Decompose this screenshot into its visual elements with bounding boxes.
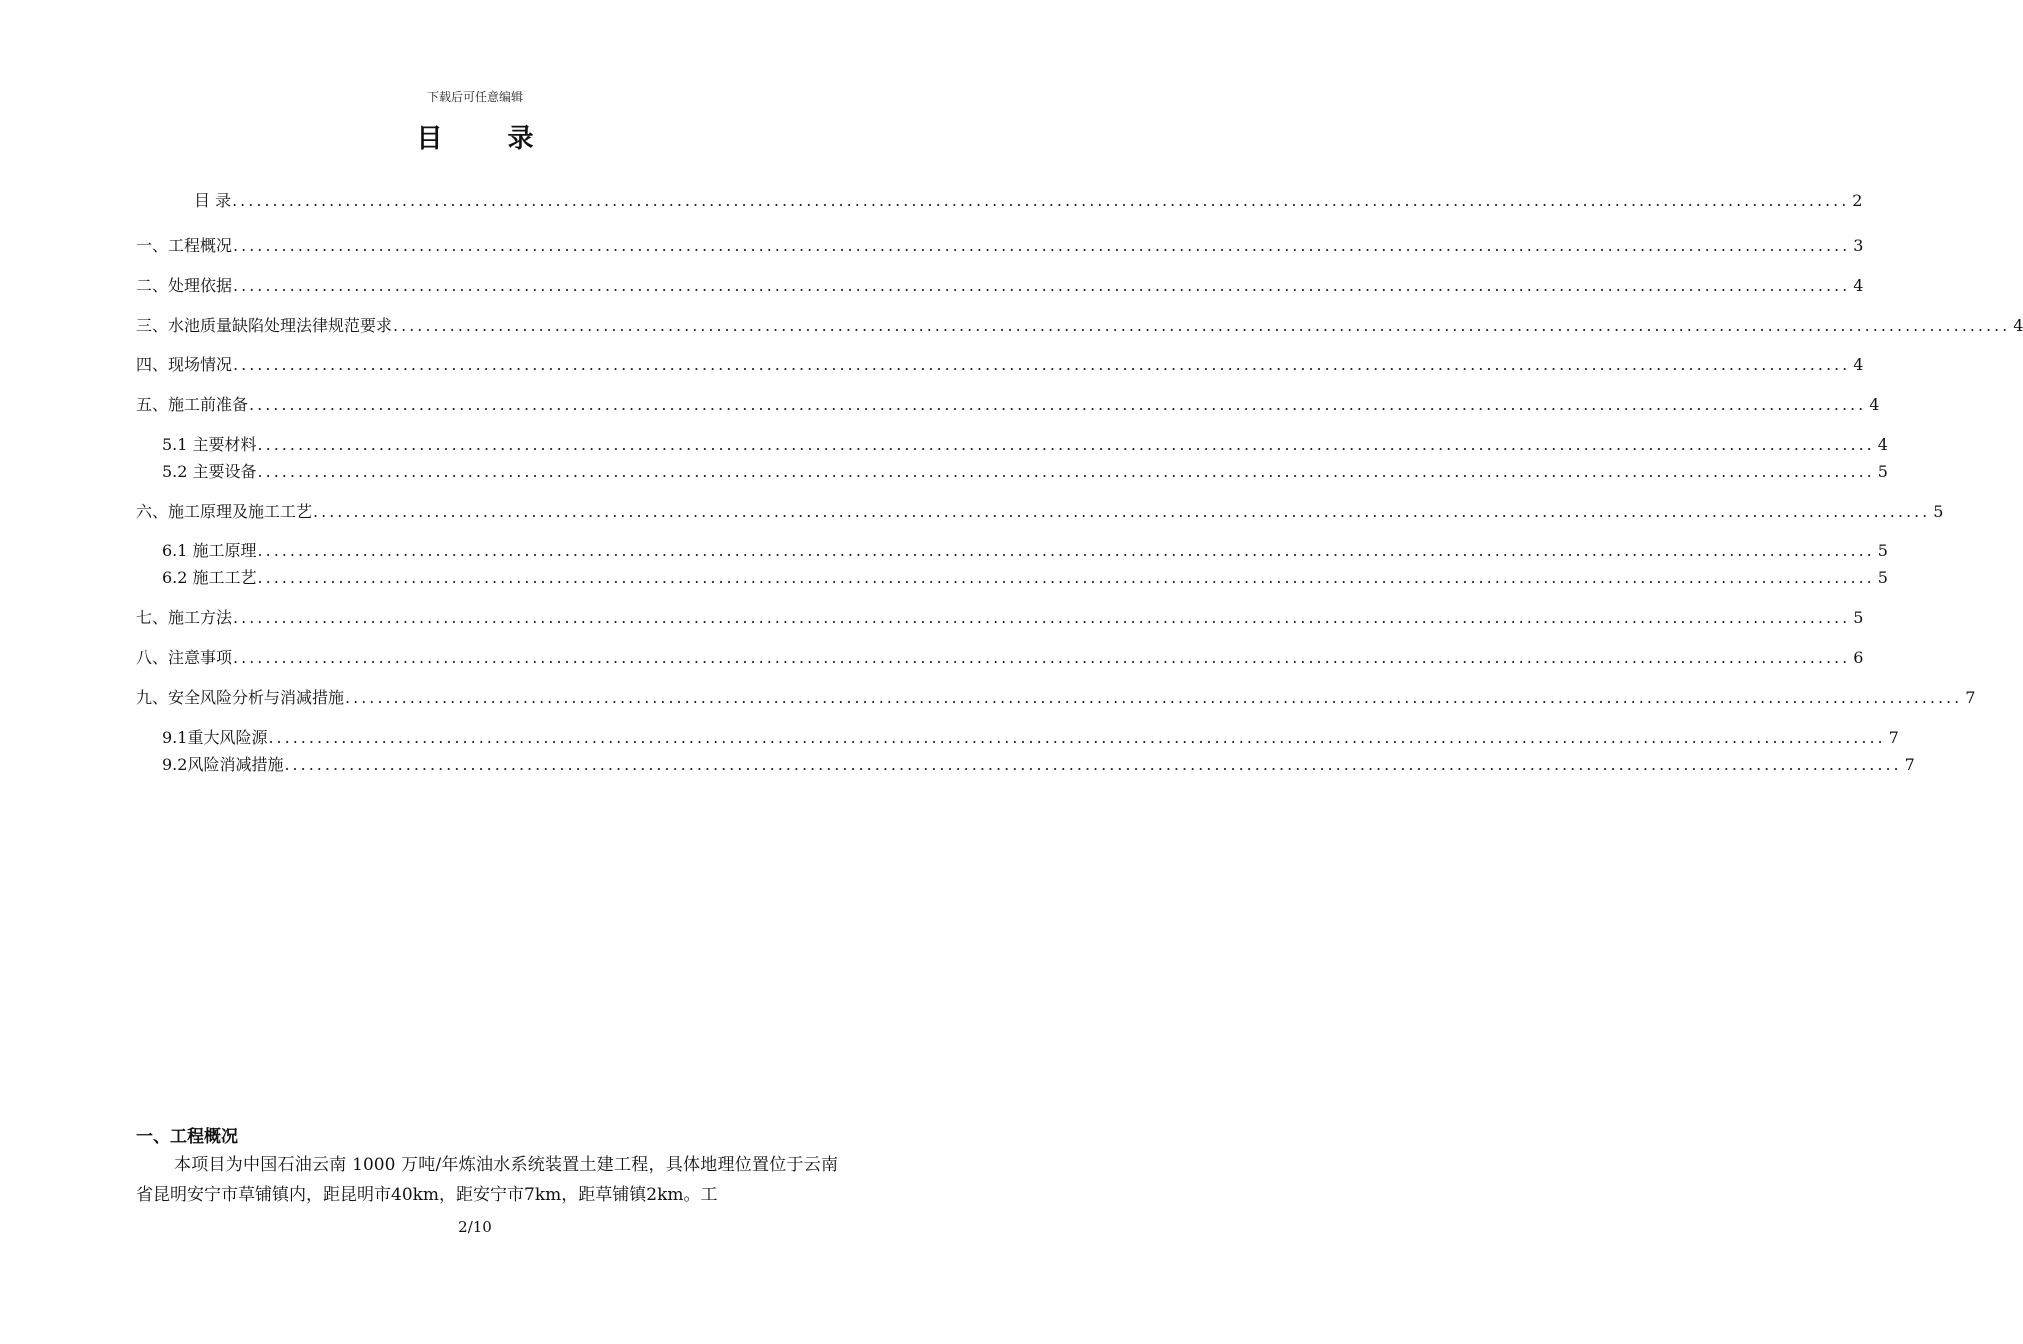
toc-entry-label: 5.2 主要设备 [162, 462, 257, 481]
toc-entry-label: 七、施工方法 [136, 608, 233, 627]
toc-entry-label: 目 录 [194, 191, 232, 210]
toc-leader-dots: ........................................................................................................................................................................................................ [284, 755, 1902, 774]
toc-entry-page: 4 [2013, 316, 2023, 335]
toc-entry-label: 三、水池质量缺陷处理法律规范要求 [136, 316, 393, 335]
toc-leader-dots: ........................................................................................................................................................................................................ [257, 435, 1875, 454]
toc-entry-4[interactable] [136, 355, 1864, 375]
toc-entry-label: 5.1 主要材料 [162, 435, 257, 454]
toc-entry-6-1[interactable] [162, 541, 1888, 561]
toc-entry-contents[interactable] [194, 191, 1863, 211]
toc-entry-page: 7 [1888, 728, 1899, 747]
toc-entry-page: 6 [1853, 648, 1864, 667]
toc-entry-5-1[interactable] [162, 435, 1888, 455]
toc-entry-1[interactable] [136, 236, 1864, 256]
toc-leader-dots: ........................................................................................................................................................................................................ [233, 276, 1851, 295]
toc-leader-dots: ........................................................................................................................................................................................................ [257, 462, 1875, 481]
toc-leader-dots: ........................................................................................................................................................................................................ [345, 688, 1963, 707]
toc-entry-label: 九、安全风险分析与消减措施 [136, 688, 345, 707]
body-paragraph: 本项目为中国石油云南 1000 万吨/年炼油水系统装置土建工程，具体地理位置位于云南省昆明安宁市草铺镇内，距昆明市40km，距安宁市7km，距草铺镇2km。工 [136, 1155, 838, 1205]
toc-entry-page: 7 [1904, 755, 1915, 774]
toc-entry-label: 二、处理依据 [136, 276, 233, 295]
toc-entry-label: 6.2 施工工艺 [162, 568, 257, 587]
toc-leader-dots: ........................................................................................................................................................................................................ [268, 728, 1886, 747]
toc-entry-7[interactable] [136, 608, 1864, 628]
page-header: 下载后可任意编辑 [426, 90, 523, 104]
toc-leader-dots: ........................................................................................................................................................................................................ [233, 355, 1851, 374]
toc-entry-label: 9.1重大风险源 [162, 728, 268, 747]
toc-entry-page: 4 [1877, 435, 1888, 454]
toc-entry-5-2[interactable] [162, 462, 1888, 482]
toc-leader-dots: ........................................................................................................................................................................................................ [233, 648, 1851, 667]
toc-entry-page: 4 [1869, 395, 1880, 414]
toc-leader-dots: ........................................................................................................................................................................................................ [233, 608, 1851, 627]
toc-entry-label: 五、施工前准备 [136, 395, 249, 414]
section-heading: 一、工程概况 [136, 1127, 238, 1147]
toc-entry-label: 6.1 施工原理 [162, 541, 257, 560]
toc-entry-3[interactable] [136, 316, 2023, 336]
toc-entry-page: 5 [1853, 608, 1864, 627]
toc-entry-label: 六、施工原理及施工工艺 [136, 502, 313, 521]
toc-title: 目 录 [416, 124, 562, 154]
toc-entry-6[interactable] [136, 502, 1944, 522]
toc-leader-dots: ........................................................................................................................................................................................................ [233, 236, 1851, 255]
toc-entry-2[interactable] [136, 276, 1864, 296]
toc-entry-page: 5 [1933, 502, 1944, 521]
toc-entry-label: 八、注意事项 [136, 648, 233, 667]
toc-leader-dots: ........................................................................................................................................................................................................ [249, 395, 1867, 414]
toc-entry-page: 5 [1877, 462, 1888, 481]
toc-entry-page: 5 [1877, 568, 1888, 587]
toc-entry-page: 3 [1853, 236, 1864, 255]
toc-leader-dots: ........................................................................................................................................................................................................ [313, 502, 1931, 521]
toc-entry-page: 4 [1853, 355, 1864, 374]
toc-entry-9-1[interactable] [162, 728, 1899, 748]
toc-leader-dots: ........................................................................................................................................................................................................ [257, 568, 1875, 587]
toc-entry-6-2[interactable] [162, 568, 1888, 588]
toc-entry-9[interactable] [136, 688, 1976, 708]
toc-entry-9-2[interactable] [162, 755, 1915, 775]
toc-leader-dots: ........................................................................................................................................................................................................ [393, 316, 2011, 335]
toc-entry-page: 4 [1853, 276, 1864, 295]
toc-leader-dots: ........................................................................................................................................................................................................ [257, 541, 1875, 560]
toc-entry-label: 四、现场情况 [136, 355, 233, 374]
toc-leader-dots: ........................................................................................................................................................................................................ [232, 191, 1850, 210]
toc-entry-8[interactable] [136, 648, 1864, 668]
page-number: 2/10 [458, 1218, 492, 1236]
toc-entry-page: 5 [1877, 541, 1888, 560]
toc-entry-label: 一、工程概况 [136, 236, 233, 255]
toc-entry-5[interactable] [136, 395, 1880, 415]
toc-entry-page: 2 [1852, 191, 1863, 210]
toc-entry-label: 9.2风险消减措施 [162, 755, 284, 774]
toc-entry-page: 7 [1965, 688, 1976, 707]
section-body [136, 1150, 838, 1210]
